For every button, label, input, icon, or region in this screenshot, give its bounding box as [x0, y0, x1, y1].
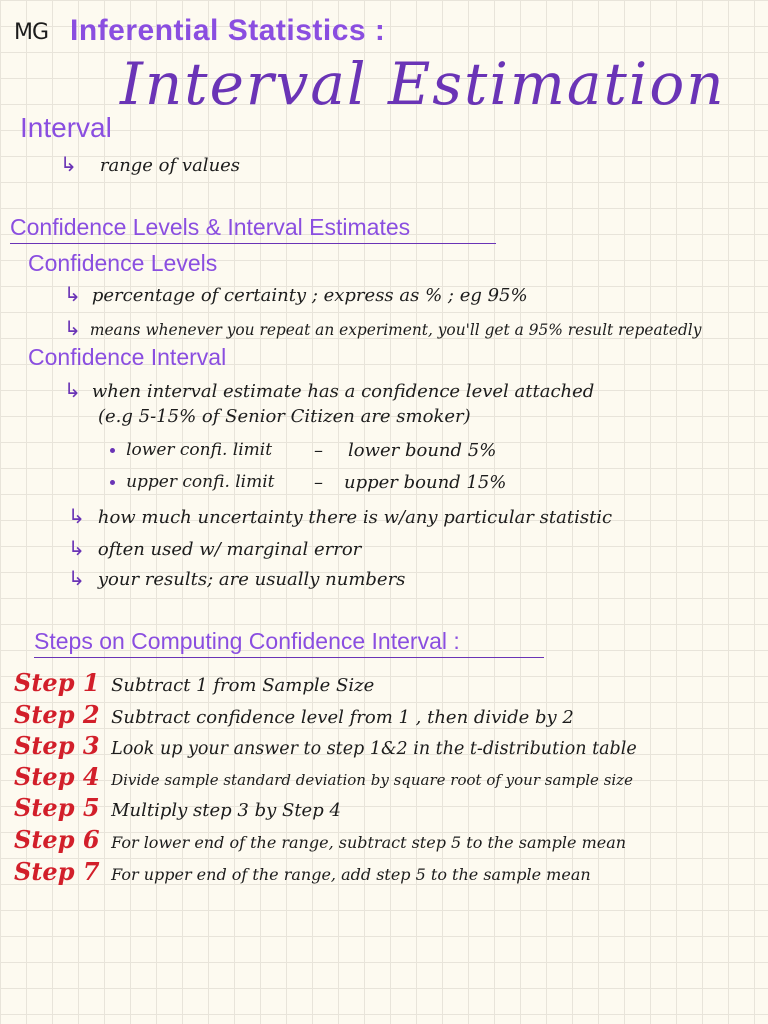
step-row [14, 668, 374, 697]
curved-arrow-icon: ↳ [68, 566, 85, 590]
step-row [14, 857, 591, 886]
confidence-levels-item-1: ↳ percentage of certainty ; express as % ; eg 95% [64, 282, 528, 306]
step-text: For lower end of the range, subtract step 5 to the sample mean [111, 833, 627, 852]
curved-arrow-icon: ↳ [68, 536, 85, 560]
step-text: Look up your answer to step 1&2 in the t-distribution table [111, 739, 637, 759]
page-title: Interval Estimation [120, 50, 726, 118]
step-row [14, 793, 341, 822]
upper-limit-row [110, 472, 275, 492]
interval-definition: range of values [99, 155, 241, 176]
curved-arrow-icon: ↳ [64, 316, 81, 340]
course-code: MG [14, 20, 49, 45]
step-label: Step 3 [14, 731, 100, 760]
lower-limit-dash: – [314, 440, 323, 461]
curved-arrow-icon: ↳ [68, 504, 85, 528]
step-text: Subtract 1 from Sample Size [111, 675, 375, 696]
step-row [14, 762, 633, 791]
page-subtitle: Inferential Statistics : [70, 14, 386, 47]
curved-arrow-icon: ↳ [64, 282, 81, 306]
curved-arrow-icon: ↳ [60, 152, 77, 176]
step-row [14, 825, 626, 854]
step-text: Subtract confidence level from 1 , then divide by 2 [111, 707, 574, 728]
step-text: Multiply step 3 by Step 4 [111, 800, 341, 821]
step-label: Step 4 [14, 762, 100, 791]
step-text: For upper end of the range, add step 5 to the sample mean [111, 865, 591, 884]
interval-heading: Interval [20, 112, 112, 143]
step-label: Step 2 [14, 700, 100, 729]
step-row [14, 731, 637, 760]
confidence-interval-extra-1: ↳ how much uncertainty there is w/any particular statistic [68, 504, 613, 528]
step-label: Step 1 [14, 668, 100, 697]
step-text: Divide sample standard deviation by square root of your sample size [111, 771, 633, 789]
bullet-dot-icon [110, 448, 115, 453]
confidence-interval-example: (e.g 5-15% of Senior Citizen are smoker) [98, 406, 471, 427]
confidence-interval-item-1: ↳ when interval estimate has a confidence level attached [64, 378, 595, 402]
confidence-levels-heading: Confidence Levels [28, 250, 218, 276]
upper-limit-value: upper bound 15% [344, 472, 507, 493]
step-label: Step 6 [14, 825, 100, 854]
confidence-interval-extra-2: ↳ often used w/ marginal error [68, 536, 362, 560]
interval-definition-row [60, 152, 240, 176]
lower-limit-label: lower confi. limit [126, 440, 273, 460]
bullet-dot-icon [110, 480, 115, 485]
upper-limit-label: upper confi. limit [126, 472, 275, 492]
step-label: Step 7 [14, 857, 100, 886]
confidence-levels-item-2: ↳ means whenever you repeat an experiment, you'll get a 95% result repeatedly [64, 316, 702, 340]
curved-arrow-icon: ↳ [64, 378, 81, 402]
confidence-interval-extra-3: ↳ your results; are usually numbers [68, 566, 406, 590]
steps-heading: Steps on Computing Confidence Interval : [34, 628, 544, 658]
lower-limit-value: lower bound 5% [348, 440, 497, 461]
lower-limit-row [110, 440, 272, 460]
section-heading-confidence: Confidence Levels & Interval Estimates [10, 214, 496, 244]
step-row [14, 700, 574, 729]
confidence-interval-heading: Confidence Interval [28, 344, 227, 370]
upper-limit-dash: – [314, 472, 323, 493]
step-label: Step 5 [14, 793, 100, 822]
